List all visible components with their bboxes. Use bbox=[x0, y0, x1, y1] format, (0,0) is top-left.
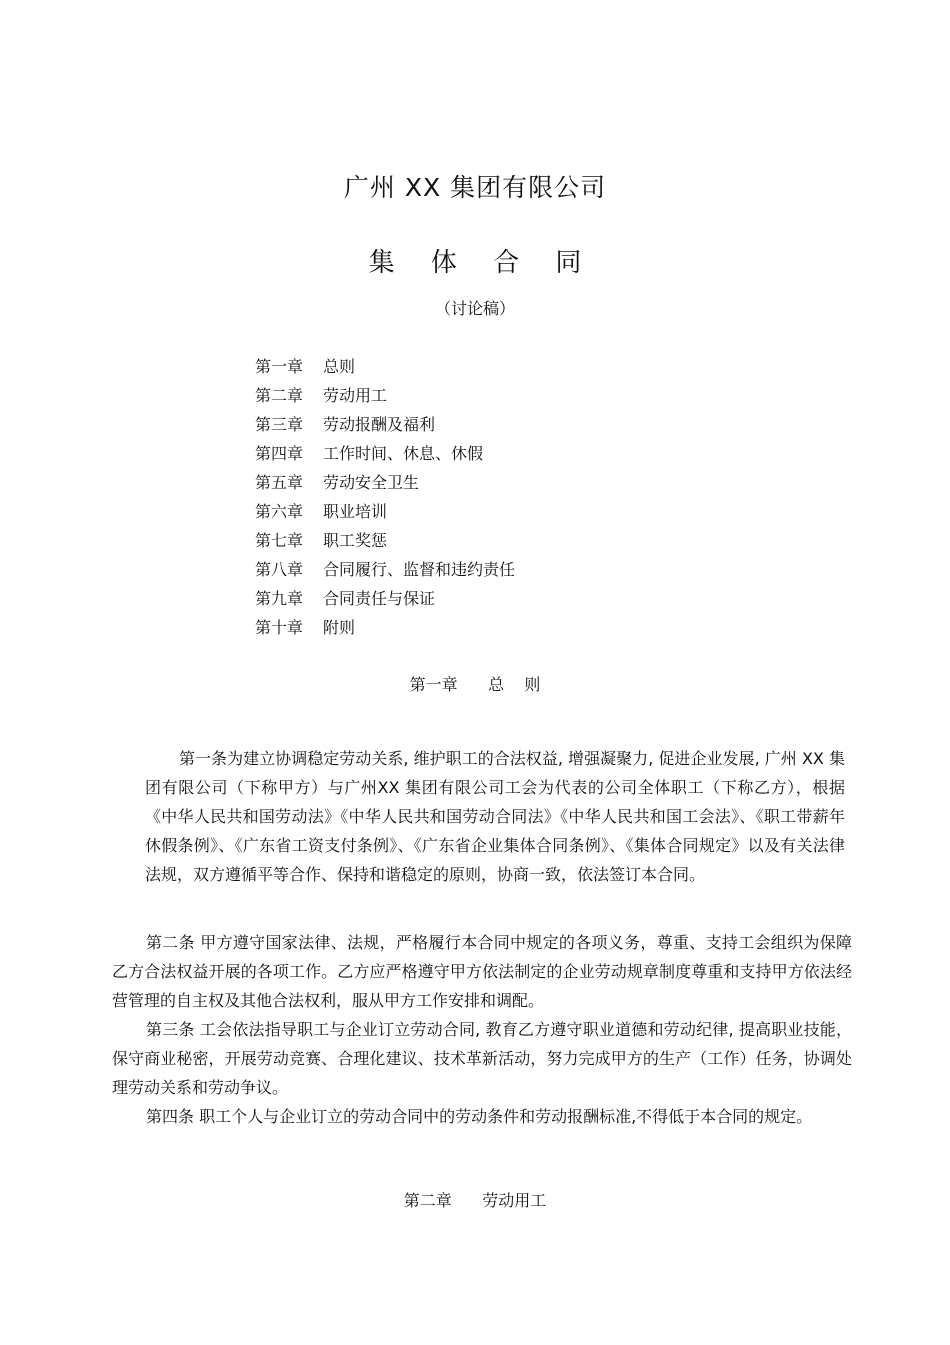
toc-chapter-name: 工作时间、休息、休假 bbox=[323, 444, 484, 463]
toc-chapter-name: 职工奖惩 bbox=[323, 531, 388, 550]
toc-chapter-number: 第一章 bbox=[255, 357, 304, 376]
toc-chapter-number: 第六章 bbox=[255, 502, 304, 521]
article-3: 第三条 工会依法指导职工与企业订立劳动合同, 教育乙方遵守职业道德和劳动纪律, 提高职业技能，保守商业秘密，开展劳动竞赛、合理化建议、技术革新活动，努力完成甲方的生产（工作）任务，协调处理劳动关系和劳动争议。 bbox=[112, 1020, 852, 1097]
toc-item bbox=[255, 381, 515, 410]
document-title: 集 体 合 同 bbox=[368, 248, 596, 278]
table-of-contents bbox=[255, 352, 515, 642]
toc-item bbox=[255, 555, 515, 584]
toc-chapter-name: 职业培训 bbox=[323, 502, 388, 521]
toc-chapter-name: 劳动用工 bbox=[323, 386, 388, 405]
toc-chapter-number: 第七章 bbox=[255, 531, 304, 550]
toc-chapter-number: 第十章 bbox=[255, 618, 304, 637]
article-4: 第四条 职工个人与企业订立的劳动合同中的劳动条件和劳动报酬标准,不得低于本合同的规定。 bbox=[146, 1107, 813, 1126]
article-1: 第一条为建立协调稳定劳动关系, 维护职工的合法权益, 增强凝聚力, 促进企业发展, 广州 XX 集团有限公司（下称甲方）与广州XX 集团有限公司工会为代表的公司全体职工（下称乙方），根据《中华人民共和国劳动法》《中华人民共和国劳动合同法》《中华人民共和国工会法》、《职工带薪年休假条例》、《广东省工资支付条例》、《广东省企业集体合同条例》、《集体合同规定》以及有关法律法规，双方遵循平等合作、保持和谐稳定的原则，协商一致，依法签订本合同。 bbox=[145, 749, 845, 884]
toc-item bbox=[255, 584, 515, 613]
toc-chapter-number: 第三章 bbox=[255, 415, 304, 434]
chapter-heading: 第一章 总 则 bbox=[409, 675, 541, 694]
articles-block bbox=[112, 928, 852, 1131]
toc-chapter-name: 附则 bbox=[323, 618, 356, 637]
toc-item bbox=[255, 352, 515, 381]
toc-chapter-name: 劳动安全卫生 bbox=[323, 473, 420, 492]
article-2: 第二条 甲方遵守国家法律、法规，严格履行本合同中规定的各项义务，尊重、支持工会组织为保障乙方合法权益开展的各项工作。乙方应严格遵守甲方依法制定的企业劳动规章制度尊重和支持甲方依法经营管理的自主权及其他合法权利，服从甲方工作安排和调配。 bbox=[112, 933, 852, 1010]
toc-chapter-name: 合同责任与保证 bbox=[323, 589, 436, 608]
toc-chapter-number: 第九章 bbox=[255, 589, 304, 608]
toc-item bbox=[255, 526, 515, 555]
toc-chapter-number: 第二章 bbox=[255, 386, 304, 405]
toc-chapter-number: 第五章 bbox=[255, 473, 304, 492]
draft-note: （讨论稿） bbox=[434, 299, 515, 318]
toc-chapter-name: 合同履行、监督和违约责任 bbox=[323, 560, 516, 579]
toc-item bbox=[255, 468, 515, 497]
company-title: 广州 XX 集团有限公司 bbox=[343, 173, 607, 202]
toc-item bbox=[255, 439, 515, 468]
toc-chapter-number: 第八章 bbox=[255, 560, 304, 579]
toc-chapter-name: 劳动报酬及福利 bbox=[323, 415, 436, 434]
toc-chapter-number: 第四章 bbox=[255, 444, 304, 463]
chapter-heading: 第二章 劳动用工 bbox=[403, 1191, 547, 1210]
toc-item bbox=[255, 497, 515, 526]
toc-item bbox=[255, 410, 515, 439]
toc-chapter-name: 总则 bbox=[323, 357, 356, 376]
toc-item bbox=[255, 613, 515, 642]
